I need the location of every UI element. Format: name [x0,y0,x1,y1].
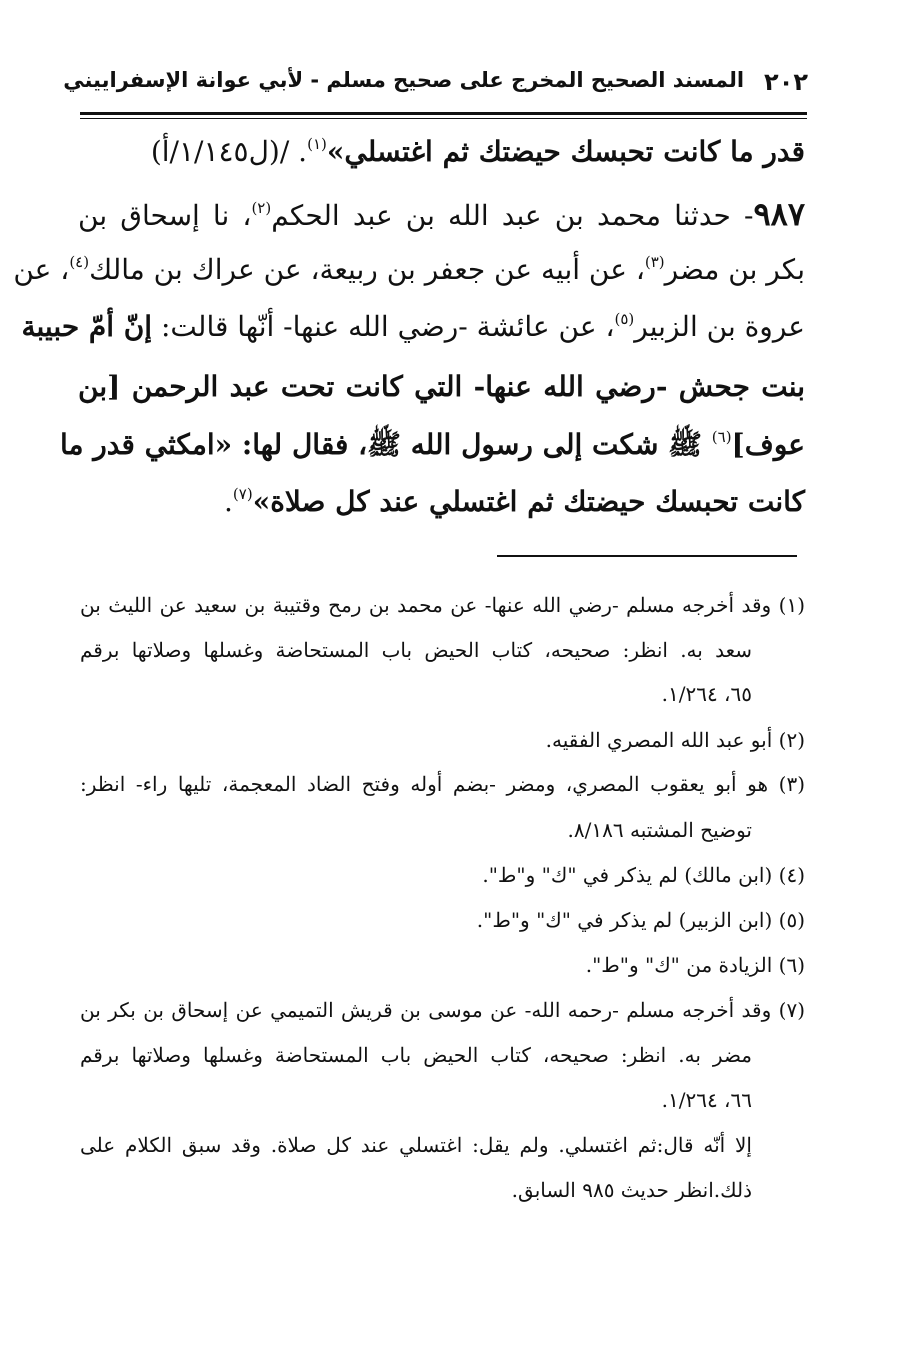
hadith-number: ٩٨٧ [753,195,805,233]
footnote-4: (٤) (ابن مالك) لم يذكر في "ك" و"ط". [482,863,805,887]
footnote-3: (٣) هو أبو يعقوب المصري، ومضر -بضم أوله وفتح الضاد المعجمة، تليها راء- انظر: [80,772,805,796]
page-number: ٢٠٢ [764,68,808,96]
footnote-7-note: إلا أنّه قال:ثم اغتسلي. ولم يقل: اغتسلي عند كل صلاة. وقد سبق الكلام على [80,1133,752,1157]
running-header [63,68,808,96]
footnote-5: (٥) (ابن الزبير) لم يذكر في "ك" و"ط". [476,908,805,932]
footnote-separator [497,555,797,557]
footnote-1-cont: سعد به. انظر: صحيحه، كتاب الحيض باب المستحاضة وغسلها وصلاتها برقم [80,638,753,662]
footnote-7-cont: ٦٦، ١/٢٦٤. [661,1088,752,1112]
footnote-1: (١) وقد أخرجه مسلم -رضي الله عنها- عن محمد بن رمح وقتيبة بن سعيد عن الليث بن [80,593,805,617]
footnote-7: (٧) وقد أخرجه مسلم -رحمه الله- عن موسى بن قريش التميمي عن إسحاق بن بكر بن [80,998,805,1022]
body-line-3: بكر بن مضر$^{(٣)}$، عن أبيه عن جعفر بن ربيعة، عن عراك بن مالك$^{(٤)}$، عن [13,253,805,286]
body-line-5: بنت جحش -رضي الله عنها- التي كانت تحت عبد الرحمن [بن [78,370,805,403]
footnote-3-cont: توضيح المشتبه ٨/١٨٦. [567,818,752,842]
footnote-7-note-cont: ذلك.انظر حديث ٩٨٥ السابق. [511,1178,752,1202]
body-line-2: ٩٨٧- حدثنا محمد بن عبد الله بن عبد الحكم$^{(٢)}$، نا إسحاق بن [78,195,805,233]
body-line-7: كانت تحبسك حيضتك ثم اغتسلي عند كل صلاة»$^{(٧)}$. [224,485,805,518]
body-line-1: قدر ما كانت تحبسك حيضتك ثم اغتسلي»$^{(١)}$. /(ل١/١٤٥/أ) [150,135,805,168]
body-line-6: عوف]$^{(٦)}$ ﷺ شكت إلى رسول الله ﷺ، فقال لها: «امكثي قدر ما [60,428,805,461]
book-title: المسند الصحيح المخرج على صحيح مسلم - لأبي عوانة الإسفراييني [63,68,745,92]
header-rule-thick [80,112,807,115]
footnote-1-cont: ٦٥، ١/٢٦٤. [661,682,752,706]
footnote-6: (٦) الزيادة من "ك" و"ط". [585,953,805,977]
body-line-4: عروة بن الزبير$^{(٥)}$، عن عائشة -رضي الله عنها- أنّها قالت: إنّ أمّ حبيبة [21,310,805,343]
footnote-7-cont: مضر به. انظر: صحيحه، كتاب الحيض باب المستحاضة وغسلها وصلاتها برقم [80,1043,753,1067]
header-rule-thin [80,118,807,119]
footnote-2: (٢) أبو عبد الله المصري الفقيه. [545,728,805,752]
